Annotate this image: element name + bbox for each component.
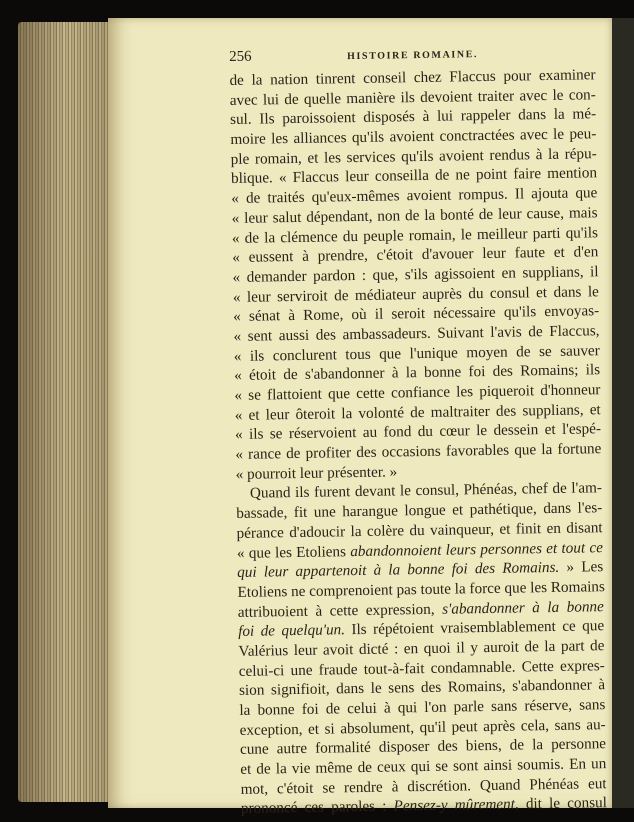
italic-text: s'abandonner à la bonne: [441, 597, 604, 618]
text-segment: « rance de profiter des occasions favorables que la fortune: [235, 440, 602, 464]
text-segment: pérance d'adoucir la colère du vainqueur, et finit en disant: [236, 519, 603, 542]
running-title: HISTOIRE ROMAINE.: [347, 49, 479, 63]
text-segment: Ils répétoient vraisemblablement ce que: [344, 617, 605, 639]
text-segment: « leur salut dépendant, non de la bonté de leur cause, mais: [231, 204, 598, 227]
text-segment: attribuoient à cette expression,: [237, 600, 443, 621]
text-segment: « eussent à prendre, c'étoit d'avouer leur faute et d'en: [232, 243, 599, 267]
text-segment: et de la vie même de ceux qui se sont ainsi soumis. En un: [240, 755, 607, 778]
text-segment: Valérius leur avoit dicté : en quoi il y auroit de la part de: [238, 637, 605, 660]
text-segment: « sent aussi des ambassadeurs. Suivant l'avis de Flaccus,: [233, 322, 600, 345]
text-segment: de la nation tinrent conseil chez Flaccus pour examiner: [229, 66, 596, 89]
text-segment: ple romain, et les services qu'ils avoient rendus à la répu-: [230, 144, 597, 168]
text-segment: prononcé ces paroles :: [240, 797, 394, 818]
text-segment: « que les Etoliens: [236, 542, 351, 562]
body-text: [229, 65, 607, 819]
text-segment: sul. Ils paroissoient disposés à lui rappeler dans la mé-: [229, 105, 597, 129]
text-segment: Etoliens ne comprenoient pas toute la force que les Romains: [237, 578, 605, 601]
text-segment: cune autre formalité disposer des biens, de la personne: [239, 735, 607, 759]
text-segment: « demander pardon : que, s'ils agissoient en supplians, il: [232, 263, 599, 286]
text-segment: dit le consul: [518, 794, 608, 813]
text-segment: « sénat à Rome, où il seroit nécessaire qu'ils envoyas-: [233, 302, 600, 326]
italic-text: abandonnoient leurs personnes et tout ce: [350, 538, 604, 560]
text-segment: mot, c'étoit se rendre à discrétion. Quand Phénéas eut: [240, 774, 607, 798]
italic-text: qui leur appartenoit à la bonne foi des Romains.: [237, 559, 560, 582]
text-segment: « de la clémence du peuple romain, le meilleur parti qu'ils: [231, 223, 599, 247]
italic-text: Pensez-y mûrement,: [393, 795, 519, 815]
page-number: 256: [229, 48, 252, 65]
text-segment: » Les: [559, 558, 604, 577]
text-segment: « de traités qu'eux-mêmes avoient rompus. Il ajouta que: [231, 184, 598, 208]
text-segment: avec lui de quelle manière ils devoient traiter avec le con-: [229, 85, 596, 109]
text-segment: « se flattoient que cette confiance les piqueroit d'honneur: [234, 381, 601, 404]
text-segment: celui-ci une fraude tout-à-fait condamnable. Cette expres-: [238, 656, 605, 680]
text-segment: « et leur ôteroit la volonté de maltraiter des supplians, et: [234, 400, 601, 424]
italic-text: foi de quelqu'un.: [238, 621, 346, 641]
text-segment: blique. « Flaccus leur conseilla de ne point faire mention: [230, 164, 598, 188]
text-segment: « ils conclurent tous que l'unique moyen de se sauver: [233, 341, 600, 365]
scan-border: [612, 18, 634, 808]
text-segment: sion signifioit, dans le sens des Romains, s'abandonner à: [238, 676, 606, 700]
text-segment: Quand ils furent devant le consul, Phénéas, chef de l'am-: [249, 479, 603, 503]
page-text: [229, 43, 607, 819]
text-segment: « leur serviroit de médiateur auprès du consul et dans le: [232, 282, 599, 306]
text-segment: la bonne foi de celui à qui l'on parle sans réserve, sans: [239, 696, 606, 719]
text-segment: exception, et si absolument, qu'il peut après cela, sans au-: [239, 715, 606, 739]
text-segment: « ils se réservoient au fond du cœur le dessein et l'espé-: [234, 420, 602, 444]
text-segment: « pourroit leur présenter. »: [235, 463, 398, 483]
text-segment: moire les alliances qu'ils avoient conctractées avec le peu-: [230, 125, 597, 149]
text-segment: bassade, fit une harangue longue et pathétique, dans l'es-: [236, 499, 603, 523]
text-segment: « étoit de s'abandonner à la bonne foi des Romains; ils: [233, 361, 601, 385]
